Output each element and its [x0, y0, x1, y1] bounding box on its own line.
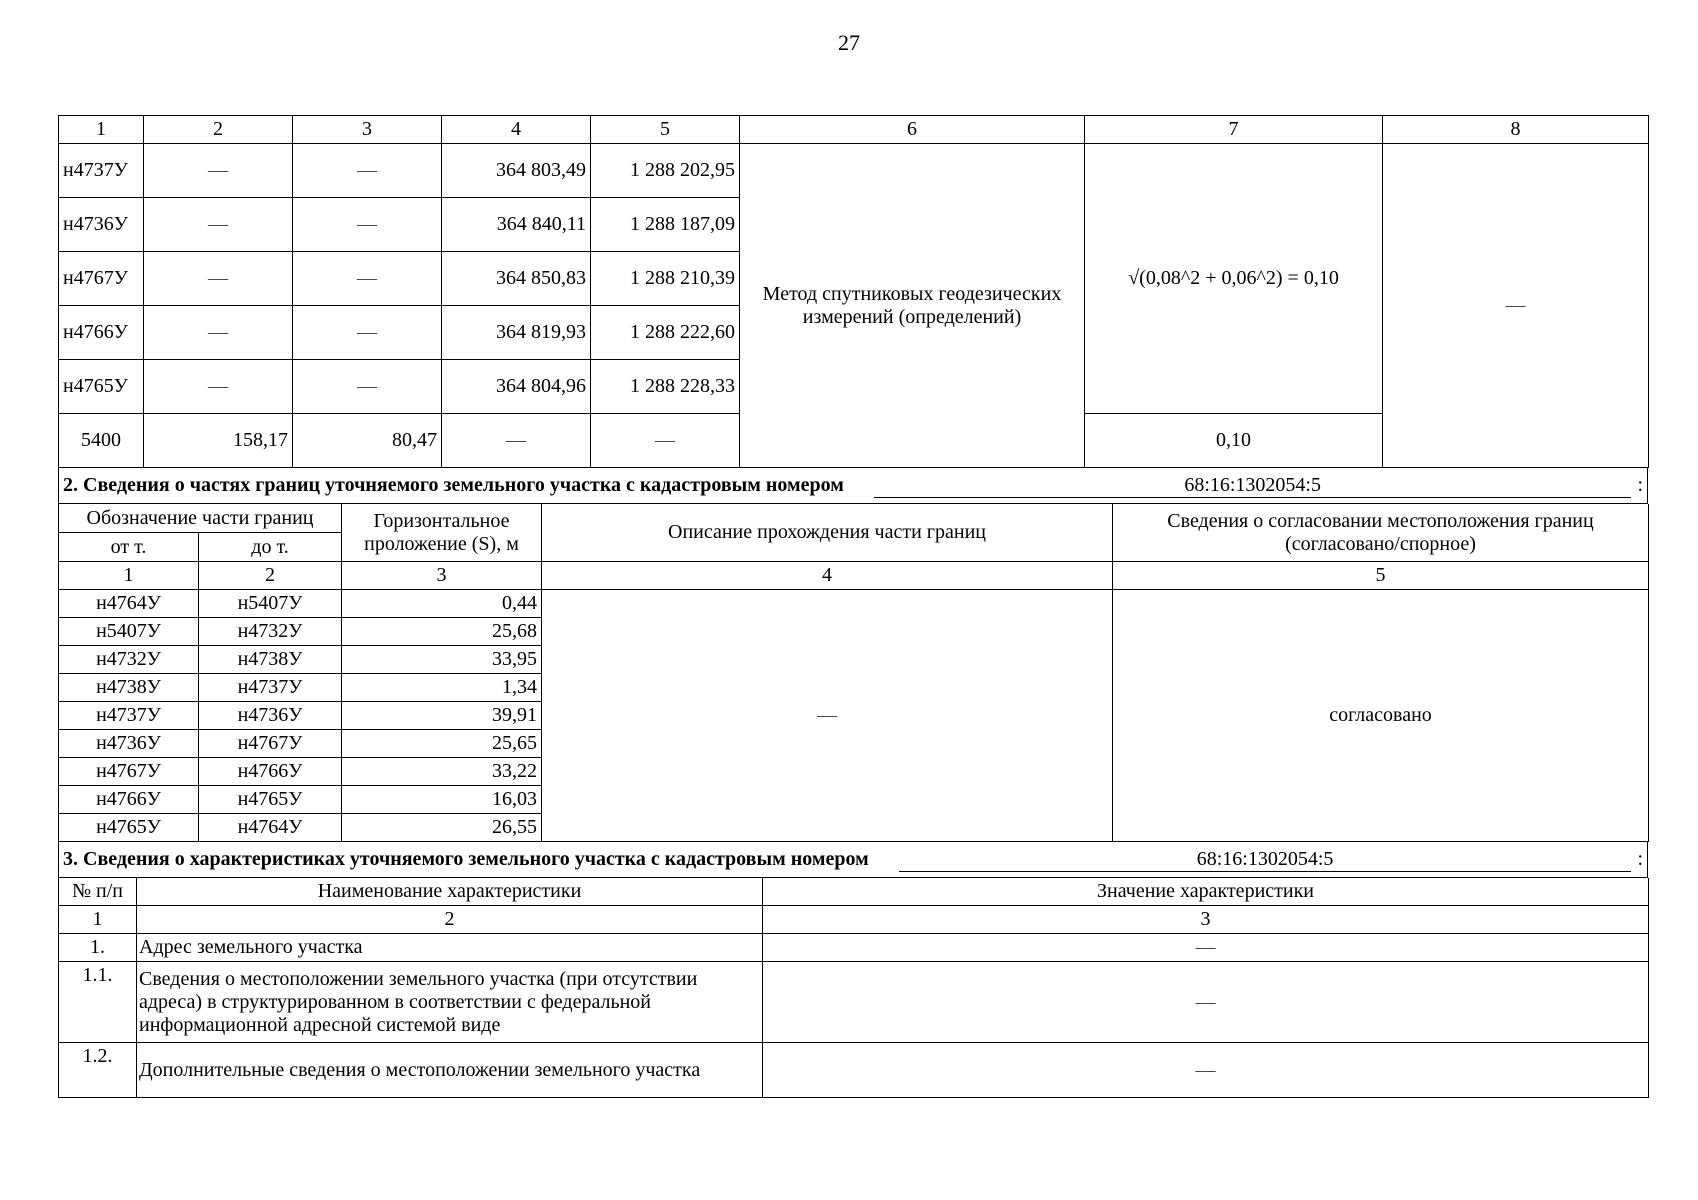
- to-point: н4766У: [199, 758, 342, 786]
- col-number: 6: [740, 116, 1085, 144]
- coord-y: —: [591, 414, 740, 468]
- method-cell: [740, 144, 1085, 468]
- col-number: 5: [591, 116, 740, 144]
- col-number: 2: [137, 906, 763, 934]
- row-number: 1.2.: [59, 1043, 137, 1098]
- cell: —: [144, 144, 293, 198]
- from-point: н4732У: [59, 646, 199, 674]
- from-header: от т.: [59, 533, 199, 562]
- col-number: 5: [1113, 562, 1649, 590]
- point-name: 5400: [59, 414, 144, 468]
- col-number: 1: [59, 562, 199, 590]
- coord-x: 364 803,49: [442, 144, 591, 198]
- distance: 25,68: [342, 618, 542, 646]
- coord-y: 1 288 222,60: [591, 306, 740, 360]
- table-row: [59, 962, 1649, 1043]
- cell: —: [144, 198, 293, 252]
- col-number: 4: [442, 116, 591, 144]
- cell: —: [293, 306, 442, 360]
- table-row: [59, 144, 1649, 198]
- description-header: Описание прохождения части границ: [542, 504, 1113, 562]
- distance: 0,44: [342, 590, 542, 618]
- coordinates-table: [58, 115, 1649, 468]
- col-number: 4: [542, 562, 1113, 590]
- characteristic-value: —: [763, 1043, 1649, 1098]
- section-2-title: 2. Сведения о частях границ уточняемого земельного участка с кадастровым номером: [63, 474, 844, 496]
- cell: —: [144, 252, 293, 306]
- coord-y: 1 288 228,33: [591, 360, 740, 414]
- col-number: 7: [1085, 116, 1383, 144]
- col-number: 3: [293, 116, 442, 144]
- distance: 1,34: [342, 674, 542, 702]
- cadastral-number: 68:16:1302054:5: [899, 847, 1632, 872]
- header-row: [59, 504, 1649, 533]
- col-number: 2: [144, 116, 293, 144]
- coord-x: 364 840,11: [442, 198, 591, 252]
- from-point: н4764У: [59, 590, 199, 618]
- method-text: Метод спутниковых геодезических измерений (определений): [762, 282, 1062, 328]
- cell: 158,17: [144, 414, 293, 468]
- cell: —: [293, 360, 442, 414]
- from-point: н4736У: [59, 730, 199, 758]
- distance: 16,03: [342, 786, 542, 814]
- cell: —: [293, 198, 442, 252]
- col-number: 1: [59, 906, 137, 934]
- colon: :: [1637, 848, 1643, 870]
- from-point: н4766У: [59, 786, 199, 814]
- coord-y: 1 288 187,09: [591, 198, 740, 252]
- col-number: 1: [59, 116, 144, 144]
- point-name: н4767У: [59, 252, 144, 306]
- document-body: [58, 115, 1648, 1098]
- distance: 33,22: [342, 758, 542, 786]
- coord-y: 1 288 210,39: [591, 252, 740, 306]
- characteristic-name: Дополнительные сведения о местоположении земельного участка: [137, 1043, 763, 1098]
- coord-x: 364 819,93: [442, 306, 591, 360]
- agreement-value: согласовано: [1113, 590, 1649, 842]
- cell: —: [293, 252, 442, 306]
- horizontal-header: Горизонтальное проложение (S), м: [342, 504, 542, 562]
- col8-value: —: [1383, 144, 1649, 468]
- from-point: н4737У: [59, 702, 199, 730]
- coordinates-header-row: [59, 116, 1649, 144]
- cell: —: [293, 144, 442, 198]
- point-name: н4765У: [59, 360, 144, 414]
- header-row: [59, 878, 1649, 906]
- characteristic-value: —: [763, 962, 1649, 1043]
- value-header: Значение характеристики: [763, 878, 1649, 906]
- point-name: н4737У: [59, 144, 144, 198]
- coord-x: 364 804,96: [442, 360, 591, 414]
- table-row: [59, 934, 1649, 962]
- to-point: н4765У: [199, 786, 342, 814]
- cadastral-number: 68:16:1302054:5: [874, 473, 1632, 498]
- name-header: Наименование характеристики: [137, 878, 763, 906]
- col-number: 8: [1383, 116, 1649, 144]
- col-number-row: [59, 906, 1649, 934]
- col-number-row: [59, 562, 1649, 590]
- cell: 80,47: [293, 414, 442, 468]
- table-row: [59, 1043, 1649, 1098]
- point-name: н4736У: [59, 198, 144, 252]
- accuracy-formula: √(0,08^2 + 0,06^2) = 0,10: [1085, 144, 1383, 414]
- from-point: н4767У: [59, 758, 199, 786]
- distance: 39,91: [342, 702, 542, 730]
- characteristic-name: Адрес земельного участка: [137, 934, 763, 962]
- row-number: 1.1.: [59, 962, 137, 1043]
- description-value: —: [542, 590, 1113, 842]
- page-number: 27: [838, 30, 860, 55]
- distance: 26,55: [342, 814, 542, 842]
- coord-y: 1 288 202,95: [591, 144, 740, 198]
- col-number: 3: [763, 906, 1649, 934]
- part-header: Обозначение части границ: [59, 504, 342, 533]
- from-point: н5407У: [59, 618, 199, 646]
- cell: —: [144, 360, 293, 414]
- agreement-header: Сведения о согласовании местоположения границ (согласовано/спорное): [1113, 504, 1649, 562]
- to-point: н4732У: [199, 618, 342, 646]
- section-3-title: 3. Сведения о характеристиках уточняемого земельного участка с кадастровым номером: [63, 848, 869, 870]
- to-header: до т.: [199, 533, 342, 562]
- section-3-heading: [58, 842, 1648, 878]
- colon: :: [1637, 474, 1643, 496]
- to-point: н4767У: [199, 730, 342, 758]
- to-point: н4736У: [199, 702, 342, 730]
- point-name: н4766У: [59, 306, 144, 360]
- num-header: № п/п: [59, 878, 137, 906]
- characteristic-value: —: [763, 934, 1649, 962]
- distance: 25,65: [342, 730, 542, 758]
- table-row: [59, 590, 1649, 618]
- coord-x: 364 850,83: [442, 252, 591, 306]
- from-point: н4765У: [59, 814, 199, 842]
- to-point: н4737У: [199, 674, 342, 702]
- accuracy-last: 0,10: [1085, 414, 1383, 468]
- characteristic-name: Сведения о местоположении земельного участка (при отсутствии адреса) в структурированном в соответствии с федеральной информационной адресной системой виде: [137, 962, 763, 1043]
- cell: —: [144, 306, 293, 360]
- characteristics-table: [58, 878, 1649, 1098]
- col-number: 3: [342, 562, 542, 590]
- to-point: н4738У: [199, 646, 342, 674]
- from-point: н4738У: [59, 674, 199, 702]
- col-number: 2: [199, 562, 342, 590]
- distance: 33,95: [342, 646, 542, 674]
- to-point: н5407У: [199, 590, 342, 618]
- coord-x: —: [442, 414, 591, 468]
- row-number: 1.: [59, 934, 137, 962]
- boundary-parts-table: [58, 504, 1649, 842]
- section-2-heading: [58, 468, 1648, 504]
- to-point: н4764У: [199, 814, 342, 842]
